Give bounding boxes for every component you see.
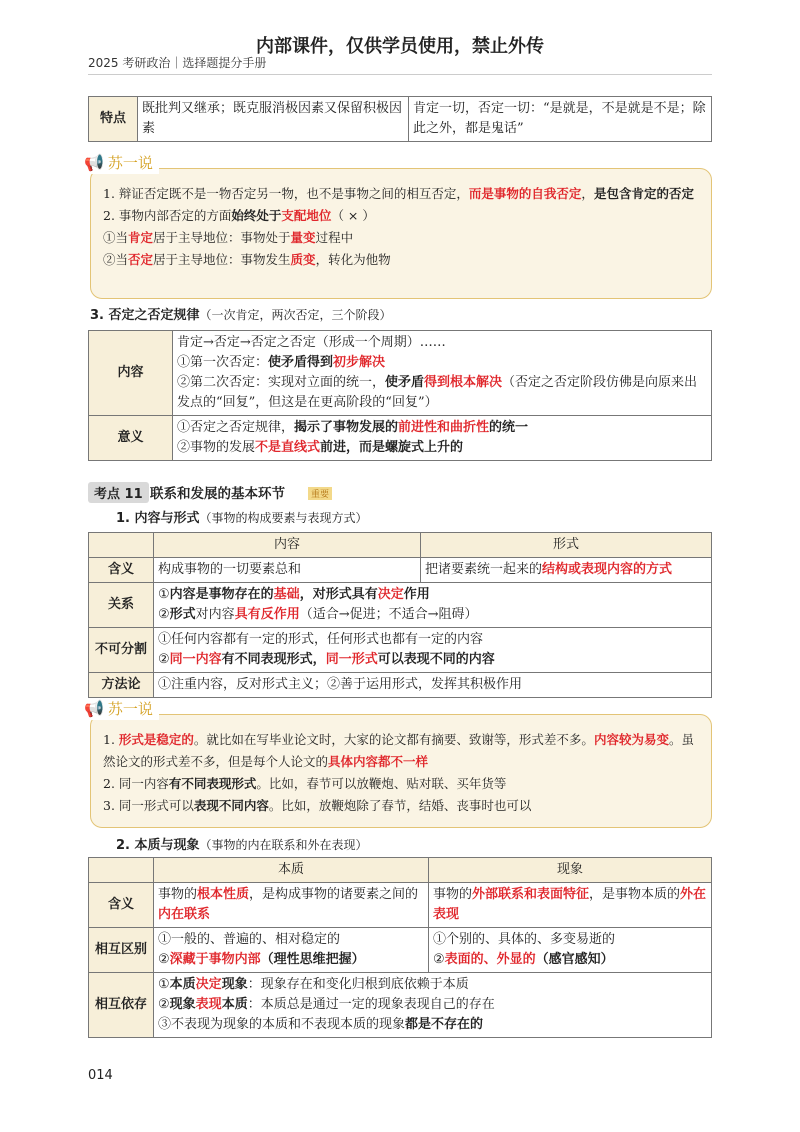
text-segment: ①第一次否定： <box>177 355 269 370</box>
text-segment: 既批判又继承；既克服消极因素又保留积极因素 <box>142 101 403 136</box>
text-segment: ② <box>158 997 170 1012</box>
highlight-text: 形式是稳定的 <box>118 732 194 747</box>
text-segment: ② <box>158 652 170 667</box>
cell <box>154 973 712 1038</box>
bold-text: （感官感知） <box>535 952 614 967</box>
text-segment: ①一般的、普遍的、相对稳定的 <box>158 932 341 947</box>
text-segment: 把诸要素统一起来的 <box>425 562 543 577</box>
highlight-text: 同一内容 <box>169 652 222 667</box>
text-segment: 对内容 <box>195 607 235 622</box>
cell <box>154 928 429 973</box>
text-line <box>158 975 707 995</box>
row-label: 内容 <box>89 331 173 416</box>
text-line <box>177 353 707 373</box>
text-segment: 构成事物的一切要素总和 <box>158 562 302 577</box>
highlight-text: 而是事物的自我否定 <box>468 186 582 201</box>
text-line <box>158 675 707 695</box>
text-segment: ①个别的、具体的、多变易逝的 <box>433 932 616 947</box>
bold-text: （理性思维把握） <box>260 952 365 967</box>
note-box <box>90 714 712 828</box>
cell <box>421 558 712 583</box>
note-header <box>84 698 159 720</box>
highlight-text: 基础 <box>273 587 300 602</box>
text-segment: ② <box>433 952 445 967</box>
highlight-text: 深藏于事物内部 <box>169 952 261 967</box>
column-header: 现象 <box>429 858 712 883</box>
highlight-text: 表现 <box>195 997 222 1012</box>
heading-note: （一次肯定，两次否定，三个阶段） <box>199 308 392 322</box>
cell <box>409 97 712 142</box>
highlight-text: 决定 <box>377 587 404 602</box>
text-segment: ① <box>158 587 170 602</box>
text-segment: 。比如，春节可以放鞭炮、贴对联、买年货等 <box>256 776 507 791</box>
negation-table <box>88 330 712 461</box>
bold-text: 有不同表现形式 <box>168 776 257 791</box>
highlight-text: 结构或表现内容的方式 <box>542 562 673 577</box>
column-header: 本质 <box>154 858 429 883</box>
text-segment: 过程中 <box>315 230 354 245</box>
row-label: 相互区别 <box>89 928 154 973</box>
cell <box>154 673 712 698</box>
column-header: 内容 <box>154 533 421 558</box>
bold-text: 前进，而是螺旋式上升的 <box>320 440 464 455</box>
highlight-text: 外在表现 <box>433 887 707 922</box>
header-divider <box>88 74 712 75</box>
megaphone-icon: 📢 <box>84 699 104 718</box>
bold-text: 本质 <box>221 997 248 1012</box>
cell <box>154 558 421 583</box>
bold-text: 使矛盾得到 <box>268 355 334 370</box>
bold-text: ，对形式具有 <box>299 587 378 602</box>
text-segment: ，是事物本质的 <box>589 887 681 902</box>
text-segment: ③不表现为现象的本质和不表现本质的现象 <box>158 1017 406 1032</box>
text-line <box>158 930 424 950</box>
row-label: 方法论 <box>89 673 154 698</box>
bold-text: 都是不存在的 <box>405 1017 484 1032</box>
text-segment: （否定之否定阶段仿佛是向原来出发点的“回复”，但这是在更高阶段的“回复”） <box>177 375 698 410</box>
highlight-text: 内在联系 <box>158 907 211 922</box>
highlight-text: 同一形式 <box>325 652 378 667</box>
text-line <box>158 605 707 625</box>
highlight-text: 否定 <box>128 252 154 267</box>
text-segment: 。虽然论文的形式差不多，但是每个人论文的 <box>103 732 694 769</box>
text-segment: 1. 辩证否定既不是一物否定另一物，也不是事物之间的相互否定， <box>103 186 469 201</box>
section-heading <box>90 304 392 323</box>
text-segment: ，转化为他物 <box>315 252 391 267</box>
text-line <box>103 227 701 249</box>
text-segment: ②第二次否定：实现对立面的统一， <box>177 375 386 390</box>
text-line <box>177 373 707 413</box>
text-segment: ②事物的发展 <box>177 440 256 455</box>
text-segment: ：本质总是通过一定的现象表现自己的存在 <box>247 997 495 1012</box>
essence-phenomenon-table <box>88 857 712 1038</box>
text-line <box>103 183 701 205</box>
note-box <box>90 168 712 299</box>
bold-text: 揭示了事物发展的 <box>294 420 399 435</box>
highlight-text: 初步解决 <box>333 355 386 370</box>
highlight-text: 具有反作用 <box>234 607 300 622</box>
text-segment: 2. 事物内部否定的方面 <box>103 208 232 223</box>
text-segment: ②当 <box>103 252 129 267</box>
text-segment: ①任何内容都有一定的形式，任何形式也都有一定的内容 <box>158 632 484 647</box>
text-segment: 居于主导地位：事物发生 <box>153 252 291 267</box>
text-segment: ①否定之否定规律， <box>177 420 295 435</box>
heading-text: 3. 否定之否定规律 <box>90 308 200 323</box>
corner-cell <box>89 533 154 558</box>
cell <box>154 583 712 628</box>
row-label: 特点 <box>89 97 138 142</box>
bold-text: 形式 <box>169 607 196 622</box>
text-segment: 2. 同一内容 <box>103 776 169 791</box>
bold-text: 现象 <box>169 997 196 1012</box>
highlight-text: 具体内容都不一样 <box>328 754 429 769</box>
heading-note: （事物的内在联系和外在表现） <box>199 838 368 852</box>
column-header: 形式 <box>421 533 712 558</box>
highlight-text: 前进性和曲折性 <box>398 420 490 435</box>
text-segment: 。比如，放鞭炮除了春节，结婚、丧事时也可以 <box>268 798 532 813</box>
text-line <box>103 773 701 795</box>
row-label: 含义 <box>89 883 154 928</box>
row-label: 关系 <box>89 583 154 628</box>
page-number: 014 <box>88 1068 113 1083</box>
heading-note: （事物的构成要素与表现方式） <box>199 511 368 525</box>
row-label: 相互依存 <box>89 973 154 1038</box>
text-line <box>158 650 707 670</box>
note-header <box>84 152 159 174</box>
cell <box>429 883 712 928</box>
text-segment: ：现象存在和变化归根到底依赖于本质 <box>247 977 469 992</box>
bold-text: 本质 <box>169 977 196 992</box>
section-heading <box>116 834 368 853</box>
cell <box>138 97 409 142</box>
bold-text: 有不同表现形式， <box>221 652 326 667</box>
heading-text: 1. 内容与形式 <box>116 511 200 526</box>
bold-text: 内容是事物存在的 <box>169 587 274 602</box>
text-line <box>103 729 701 773</box>
book-subtitle: 2025 考研政治｜选择题提分手册 <box>88 56 267 70</box>
cell <box>173 416 712 461</box>
text-segment: ， <box>581 186 594 201</box>
text-segment: （ × ） <box>331 208 375 223</box>
text-line <box>158 950 424 970</box>
highlight-text: 内容较为易变 <box>593 732 669 747</box>
text-line <box>433 950 707 970</box>
corner-cell <box>89 858 154 883</box>
text-segment: 居于主导地位：事物处于 <box>153 230 291 245</box>
text-segment: （适合→促进；不适合→阻碍） <box>299 607 478 622</box>
important-badge: 重要 <box>308 487 332 500</box>
row-label: 不可分割 <box>89 628 154 673</box>
exam-point-title: 联系和发展的基本环节 <box>150 486 285 502</box>
text-segment: 3. 同一形式可以 <box>103 798 194 813</box>
bold-text: 的统一 <box>489 420 529 435</box>
bold-text: 可以表现不同的内容 <box>377 652 495 667</box>
text-segment: ①当 <box>103 230 129 245</box>
exam-point-tag: 考点 11 <box>88 482 149 503</box>
text-line <box>158 630 707 650</box>
note-title: 苏一说 <box>107 154 153 172</box>
row-label: 意义 <box>89 416 173 461</box>
bold-text: 始终处于 <box>231 208 282 223</box>
highlight-text: 质变 <box>290 252 316 267</box>
highlight-text: 肯定 <box>128 230 154 245</box>
content-form-table <box>88 532 712 698</box>
cell <box>173 331 712 416</box>
text-line <box>433 930 707 950</box>
row-label: 含义 <box>89 558 154 583</box>
text-segment: ① <box>158 977 170 992</box>
bold-text: 是包含肯定的否定 <box>593 186 694 201</box>
bold-text: 使矛盾 <box>385 375 425 390</box>
text-line <box>158 1015 707 1035</box>
text-segment: ② <box>158 952 170 967</box>
text-line <box>103 795 701 817</box>
bold-text: 表现不同内容 <box>193 798 269 813</box>
text-segment: 肯定→否定→否定之否定（形成一个周期）…… <box>177 335 446 350</box>
highlight-text: 根本性质 <box>197 887 250 902</box>
heading-text: 2. 本质与现象 <box>116 838 200 853</box>
highlight-text: 不是直线式 <box>255 440 321 455</box>
text-segment: ② <box>158 607 170 622</box>
highlight-text: 得到根本解决 <box>424 375 503 390</box>
note-title: 苏一说 <box>107 700 153 718</box>
watermark-title: 内部课件，仅供学员使用，禁止外传 <box>256 36 544 57</box>
text-segment: ①注重内容，反对形式主义；②善于运用形式，发挥其积极作用 <box>158 677 523 692</box>
highlight-text: 支配地位 <box>281 208 332 223</box>
text-line <box>158 585 707 605</box>
cell <box>154 628 712 673</box>
highlight-text: 量变 <box>290 230 316 245</box>
text-segment: 事物的 <box>433 887 473 902</box>
text-line <box>177 333 707 353</box>
characteristics-table <box>88 96 712 142</box>
megaphone-icon: 📢 <box>84 153 104 172</box>
text-segment: 事物的 <box>158 887 198 902</box>
text-line <box>103 249 701 271</box>
text-line <box>158 995 707 1015</box>
text-segment: ，是构成事物的诸要素之间的 <box>249 887 419 902</box>
text-line <box>177 418 707 438</box>
text-line <box>177 438 707 458</box>
text-line <box>103 205 701 227</box>
text-segment: 1. <box>103 732 119 747</box>
section-heading <box>116 507 368 526</box>
highlight-text: 外部联系和表面特征 <box>472 887 590 902</box>
cell <box>154 883 429 928</box>
highlight-text: 表面的、外显的 <box>444 952 536 967</box>
text-segment: 。就比如在写毕业论文时，大家的论文都有摘要、致谢等，形式差不多。 <box>193 732 594 747</box>
cell <box>429 928 712 973</box>
highlight-text: 决定 <box>195 977 222 992</box>
bold-text: 作用 <box>403 587 430 602</box>
text-segment: 肯定一切，否定一切：“是就是，不是就是不是；除此之外，都是鬼话” <box>413 101 706 136</box>
bold-text: 现象 <box>221 977 248 992</box>
